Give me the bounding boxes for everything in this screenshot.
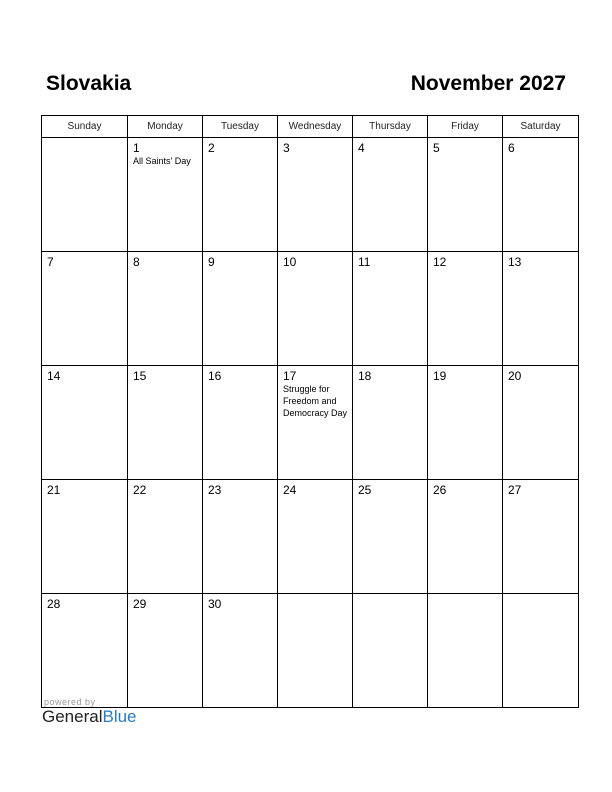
week-row	[42, 480, 579, 594]
day-cell	[203, 138, 278, 252]
day-cell	[278, 366, 353, 480]
day-cell	[128, 138, 203, 252]
month-title: November 2027	[410, 72, 566, 95]
day-cell	[42, 594, 128, 708]
day-number: 24	[283, 483, 297, 497]
day-number: 8	[133, 255, 140, 269]
day-cell	[128, 594, 203, 708]
weekday-header: Sunday	[42, 116, 128, 138]
day-number: 1	[133, 141, 140, 155]
brand-blue: Blue	[102, 707, 137, 726]
day-cell	[503, 366, 579, 480]
day-cell	[428, 252, 503, 366]
weekday-header: Wednesday	[278, 116, 353, 138]
day-number: 23	[208, 483, 222, 497]
weekday-header: Thursday	[353, 116, 428, 138]
day-number: 2	[208, 141, 215, 155]
day-cell	[42, 138, 128, 252]
powered-by-label: powered by	[44, 697, 96, 707]
day-number: 9	[208, 255, 215, 269]
day-cell	[203, 594, 278, 708]
holiday-label: Struggle for Freedom and Democracy Day	[283, 384, 348, 418]
day-cell	[278, 138, 353, 252]
day-number: 29	[133, 597, 147, 611]
day-cell	[503, 138, 579, 252]
day-cell	[353, 480, 428, 594]
day-cell	[428, 366, 503, 480]
day-cell	[428, 594, 503, 708]
day-number: 15	[133, 369, 147, 383]
weekday-header: Tuesday	[203, 116, 278, 138]
day-number: 17	[283, 369, 297, 383]
day-number: 7	[47, 255, 54, 269]
day-cell	[353, 138, 428, 252]
day-number: 28	[47, 597, 61, 611]
day-number: 20	[508, 369, 522, 383]
day-number: 11	[358, 255, 371, 269]
day-cell	[128, 480, 203, 594]
day-number: 6	[508, 141, 515, 155]
day-cell	[428, 138, 503, 252]
day-cell	[128, 366, 203, 480]
calendar-grid	[41, 115, 579, 708]
day-number: 26	[433, 483, 447, 497]
day-cell	[42, 366, 128, 480]
day-cell	[503, 252, 579, 366]
day-cell	[278, 252, 353, 366]
country-title: Slovakia	[46, 72, 132, 95]
day-cell	[203, 480, 278, 594]
weekday-header: Monday	[128, 116, 203, 138]
day-number: 4	[358, 141, 365, 155]
day-number: 18	[358, 369, 372, 383]
day-cell	[428, 480, 503, 594]
day-number: 21	[47, 483, 61, 497]
day-number: 14	[47, 369, 61, 383]
day-number: 19	[433, 369, 447, 383]
day-number: 5	[433, 141, 440, 155]
day-cell	[278, 594, 353, 708]
day-cell	[353, 594, 428, 708]
day-cell	[42, 480, 128, 594]
day-number: 10	[283, 255, 297, 269]
day-number: 25	[358, 483, 372, 497]
day-number: 16	[208, 369, 222, 383]
day-cell	[353, 252, 428, 366]
day-cell	[503, 594, 579, 708]
week-row	[42, 252, 579, 366]
day-number: 30	[208, 597, 222, 611]
weekday-header: Friday	[428, 116, 503, 138]
week-row	[42, 366, 579, 480]
day-cell	[278, 480, 353, 594]
day-cell	[203, 366, 278, 480]
weekday-header: Saturday	[503, 116, 579, 138]
day-cell	[503, 480, 579, 594]
day-cell	[128, 252, 203, 366]
week-row	[42, 138, 579, 252]
day-number: 3	[283, 141, 290, 155]
week-row	[42, 594, 579, 708]
day-number: 27	[508, 483, 522, 497]
day-cell	[353, 366, 428, 480]
day-cell	[203, 252, 278, 366]
day-number: 12	[433, 255, 447, 269]
day-number: 13	[508, 255, 522, 269]
generalblue-logo[interactable]	[42, 707, 137, 727]
day-cell	[42, 252, 128, 366]
brand-general: General	[42, 707, 103, 726]
holiday-label: All Saints' Day	[133, 156, 191, 166]
day-number: 22	[133, 483, 147, 497]
